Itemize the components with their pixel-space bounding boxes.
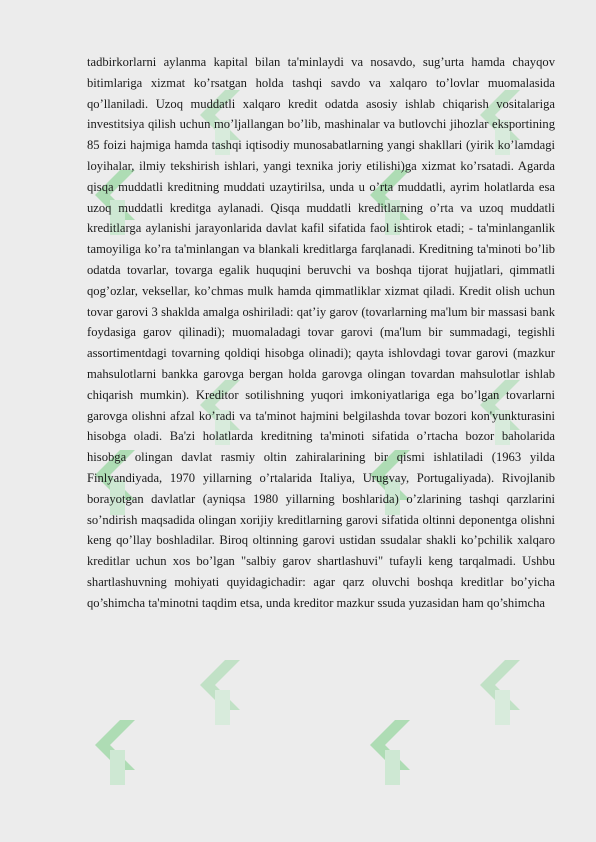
watermark-logo-icon <box>85 700 145 790</box>
watermark-logo-icon <box>190 640 250 730</box>
body-paragraph: tadbirkorlarni aylanma kapital bilan ta'minlaydi va nosavdo, sug’urta hamda chayqov bitimlariga xizmat ko’rsatgan holda tashqi savdo va xalqaro to’lovlar muomalasida qo’llaniladi. Uzoq muddatli xalqaro kredit odatda asosiy ishlab chiqarish vositalariga investitsiya qilish uchun mo’ljallangan bo’lib, mashinalar va butlovchi jihozlar eksportining 85 foizi hajmiga hamda tashqi iqtisodiy munosabatlarning yangi shakllari (yirik ko’lamdagi loyihalar, ilmiy tekshirish ishlari, yangi texnika joriy etilishi)ga xizmat ko’rsatadi. Agarda qisqa muddatli kreditning muddati uzaytirilsa, unda u o’rta muddatli, ayrim holatlarda esa uzoq muddatli kreditga aylanadi. Qisqa muddatli kreditlarning o’rta va uzoq muddatli kreditlarga aylanishi jarayonlarida davlat kafil sifatida faol ishtirok etadi; - ta'minlanganlik tamoyiliga ko’ra ta'minlangan va blankali kreditlarga farqlanadi. Kreditning ta'minoti bo’lib odatda tovarlar, tovarga egalik huquqini beruvchi va boshqa tijorat hujjatlari, qimmatli qog’ozlar, veksellar, ko’chmas mulk hamda qimmatliklar xizmat qiladi. Kredit olish uchun tovar garovi 3 shaklda amalga oshiriladi: qat’iy garov (tovarlarning ma'lum bir massasi bank foydasiga garov qilinadi); muomaladagi tovar garovi (ma'lum bir summadagi, tegishli assortimentdagi tovarning qoldiqi hisobga olinadi); qayta ishlovdagi tovar garovi (mazkur mahsulotlarni bankka garovga bergan holda garovga olingan tovardan mahsulotlar ishlab chiqarish mumkin). Kreditor sotilishning yuqori imkoniyatlariga ega bo’lgan tovarlarni garovga olishni afzal ko’radi va ta'minot hajmini belgilashda tovar bozori kon'yunkturasini hisobga oladi. Ba'zi holatlarda kreditning ta'minoti sifatida o’rtacha bozor baholarida hisobga olingan davlat rasmiy oltin zahiralarining bir qismi ishlatiladi (1963 yilda Finlyandiyada, 1970 yillarning o’rtalarida Italiya, Urugvay, Portugaliyada). Rivojlanib borayotgan davlatlar (ayniqsa 1980 yillarning boshlarida) o’zlarining tashqi qarzlarini so’ndirish maqsadida olingan xorijiy kreditlarning garovi sifatida oltinni deponentga olishni keng qo’llay boshladilar. Biroq oltinning garovi ustidan ssudalar shakli ko’pchilik xalqaro kreditlar uchun xos bo’lgan "salbiy garov shartlashuvi" tufayli keng tarqalmadi. Ushbu shartlashuvning mohiyati quyidagichadir: agar qarz oluvchi boshqa kreditlar bo’yicha qo’shimcha ta'minotni taqdim etsa, unda kreditor mazkur ssuda yuzasidan ham qo’shimcha <box>87 55 555 610</box>
watermark-logo-icon <box>470 640 530 730</box>
watermark-logo-icon <box>360 700 420 790</box>
